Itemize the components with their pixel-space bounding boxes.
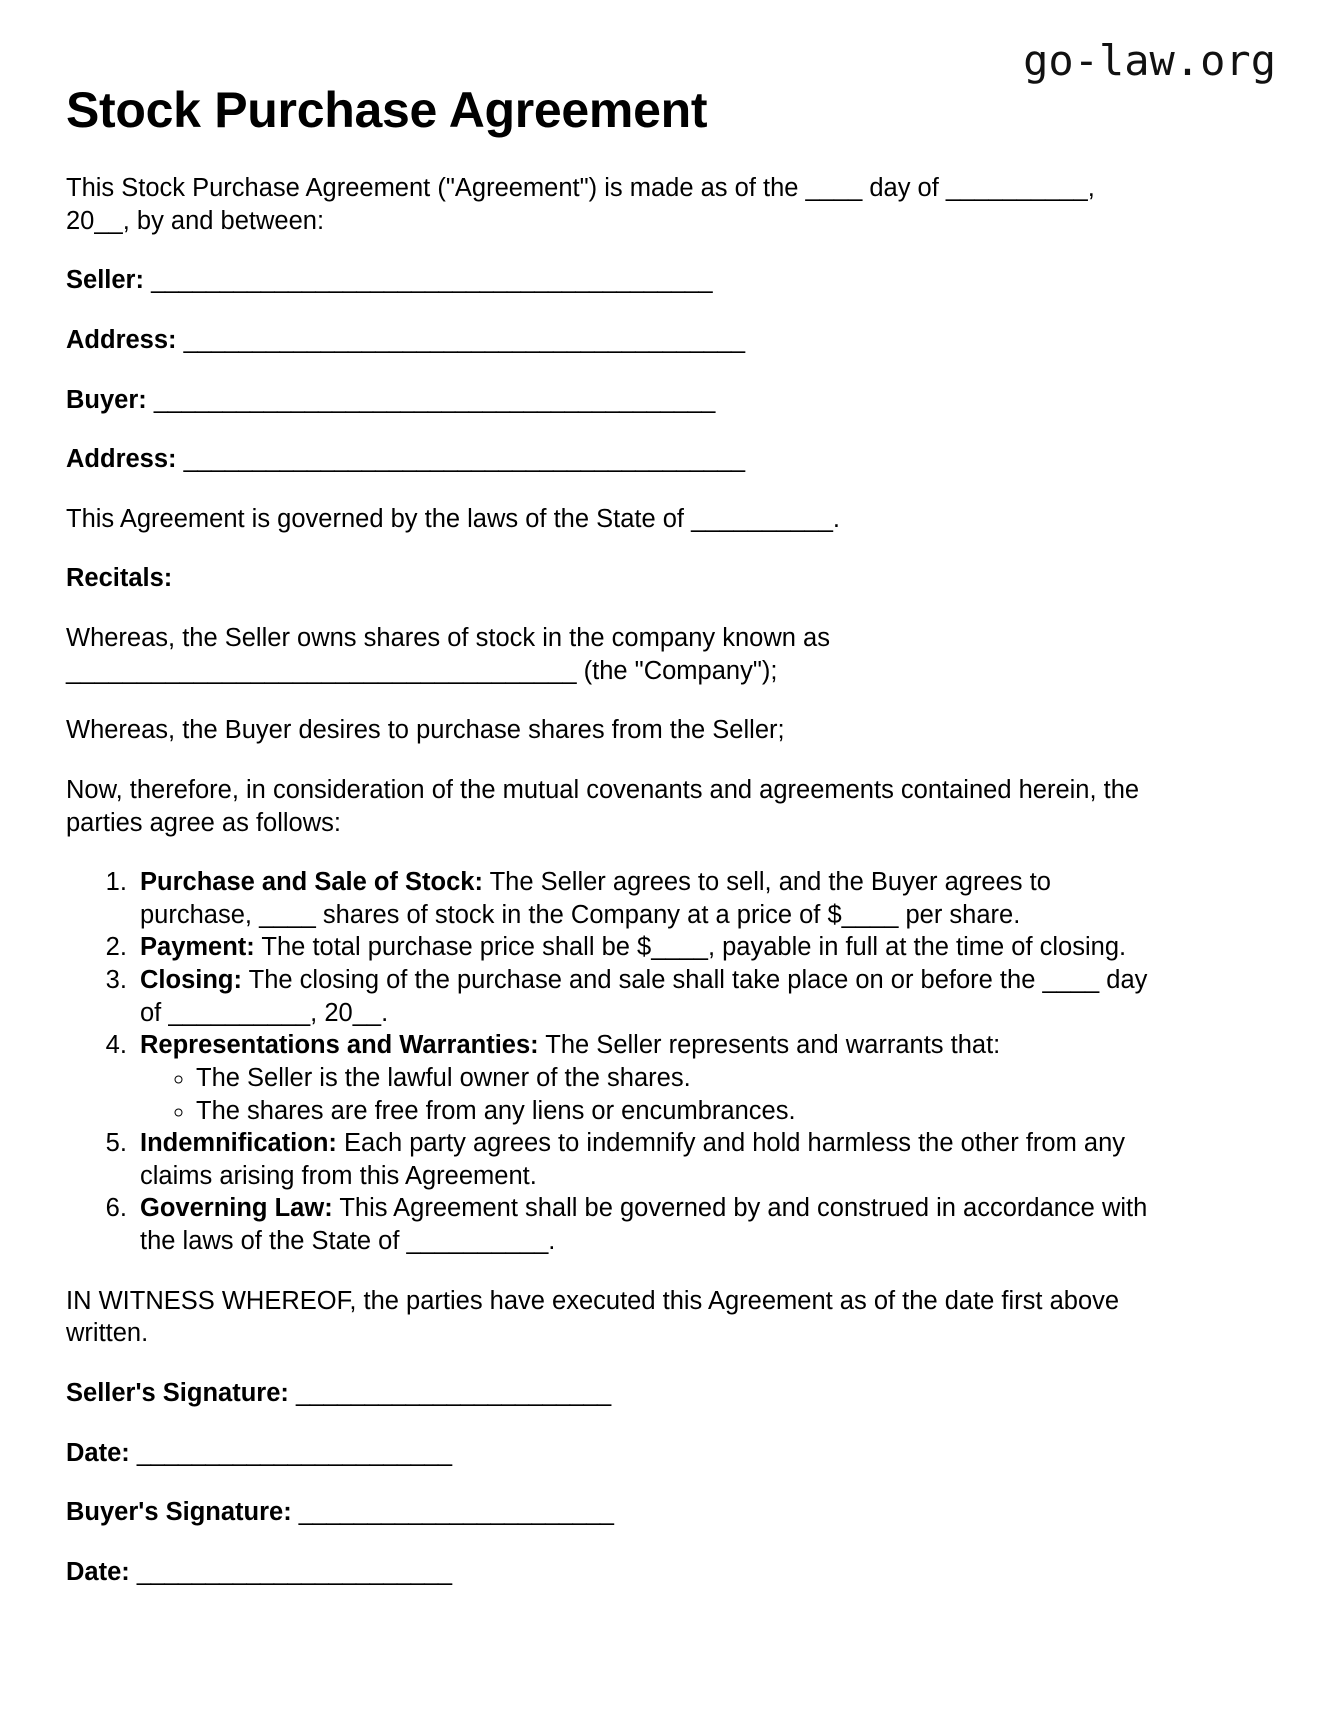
field-buyer-address-blank: _________________________________________ [183,445,745,474]
signature-seller-blank: _______________________ [295,1378,611,1407]
clause-heading: Purchase and Sale of Stock: [140,868,483,897]
signature-block [66,1377,1151,1589]
clause-heading: Indemnification: [140,1129,337,1158]
field-seller-address-label: Address: [66,325,177,354]
governing-law-line: This Agreement is governed by the laws of the State of __________. [66,504,841,533]
clause-item [134,964,1151,1029]
signature-seller-date-blank: _______________________ [136,1438,452,1467]
recital-paragraph-2: Whereas, the Buyer desires to purchase shares from the Seller; [66,716,785,745]
now-therefore-paragraph: Now, therefore, in consideration of the mutual covenants and agreements contained herein, the parties agree as follows: [66,775,1140,837]
field-buyer [66,384,1151,417]
clause-body: The total purchase price shall be $____, payable in full at the time of closing. [261,933,1127,962]
clause-list [66,866,1151,1258]
document-body [66,82,1151,1615]
recitals-heading: Recitals: [66,564,173,593]
signature-buyer-date-label: Date: [66,1557,130,1586]
clause-body: The closing of the purchase and sale shall take place on or before the ____ day of __________, 20__. [140,966,1148,1027]
clause-body: The Seller represents and warrants that: [545,1031,1001,1060]
signature-buyer-blank: _______________________ [298,1498,614,1527]
list-item: ◦ The Seller is the lawful owner of the shares. [196,1062,1151,1095]
clause-body: This Agreement shall be governed by and construed in accordance with the laws of the State of __________. [140,1194,1148,1255]
signature-seller-date-label: Date: [66,1438,130,1467]
field-seller-label: Seller: [66,266,144,295]
clause-heading: Payment: [140,933,255,962]
intro-paragraph: This Stock Purchase Agreement ("Agreement") is made as of the ____ day of __________, 20__, by and between: [66,174,1095,235]
recital-paragraph-1: Whereas, the Seller owns shares of stock in the company known as ____________________________________ (the "Company"); [66,624,830,685]
field-buyer-address [66,443,1151,476]
signature-seller [66,1377,1151,1410]
signature-buyer-label: Buyer's Signature: [66,1498,292,1527]
clause-heading: Representations and Warranties: [140,1031,539,1060]
clause-body: The Seller agrees to sell, and the Buyer agrees to purchase, ____ shares of stock in the Company at a price of $____ per share. [140,868,1051,929]
witness-paragraph: IN WITNESS WHEREOF, the parties have executed this Agreement as of the date first above written. [66,1286,1120,1348]
clause-heading: Closing: [140,966,242,994]
field-buyer-blank: _________________________________________ [153,385,715,414]
site-brand-logo: go-law.org [1023,36,1276,85]
field-seller-address [66,324,1151,357]
warranty-sub-list [140,1062,1151,1127]
field-buyer-label: Buyer: [66,385,147,414]
clause-body: Each party agrees to indemnify and hold harmless the other from any claims arising from this Agreement. [140,1129,1126,1190]
list-item: ◦ The shares are free from any liens or encumbrances. [196,1095,1151,1128]
field-seller [66,264,1151,297]
signature-buyer [66,1496,1151,1529]
signature-buyer-date-blank: _______________________ [136,1557,452,1586]
clause-heading: Governing Law: [140,1194,333,1223]
clause-item [134,866,1151,931]
signature-seller-label: Seller's Signature: [66,1378,289,1407]
clause-item [134,1127,1151,1192]
clause-item [134,931,1151,964]
signature-seller-date [66,1437,1151,1470]
clause-item [134,1192,1151,1257]
field-seller-blank: _________________________________________ [151,266,713,295]
field-buyer-address-label: Address: [66,445,177,474]
field-seller-address-blank: _________________________________________ [183,325,745,354]
signature-buyer-date [66,1556,1151,1589]
page-title: Stock Purchase Agreement [66,82,708,138]
clause-item [134,1029,1151,1127]
